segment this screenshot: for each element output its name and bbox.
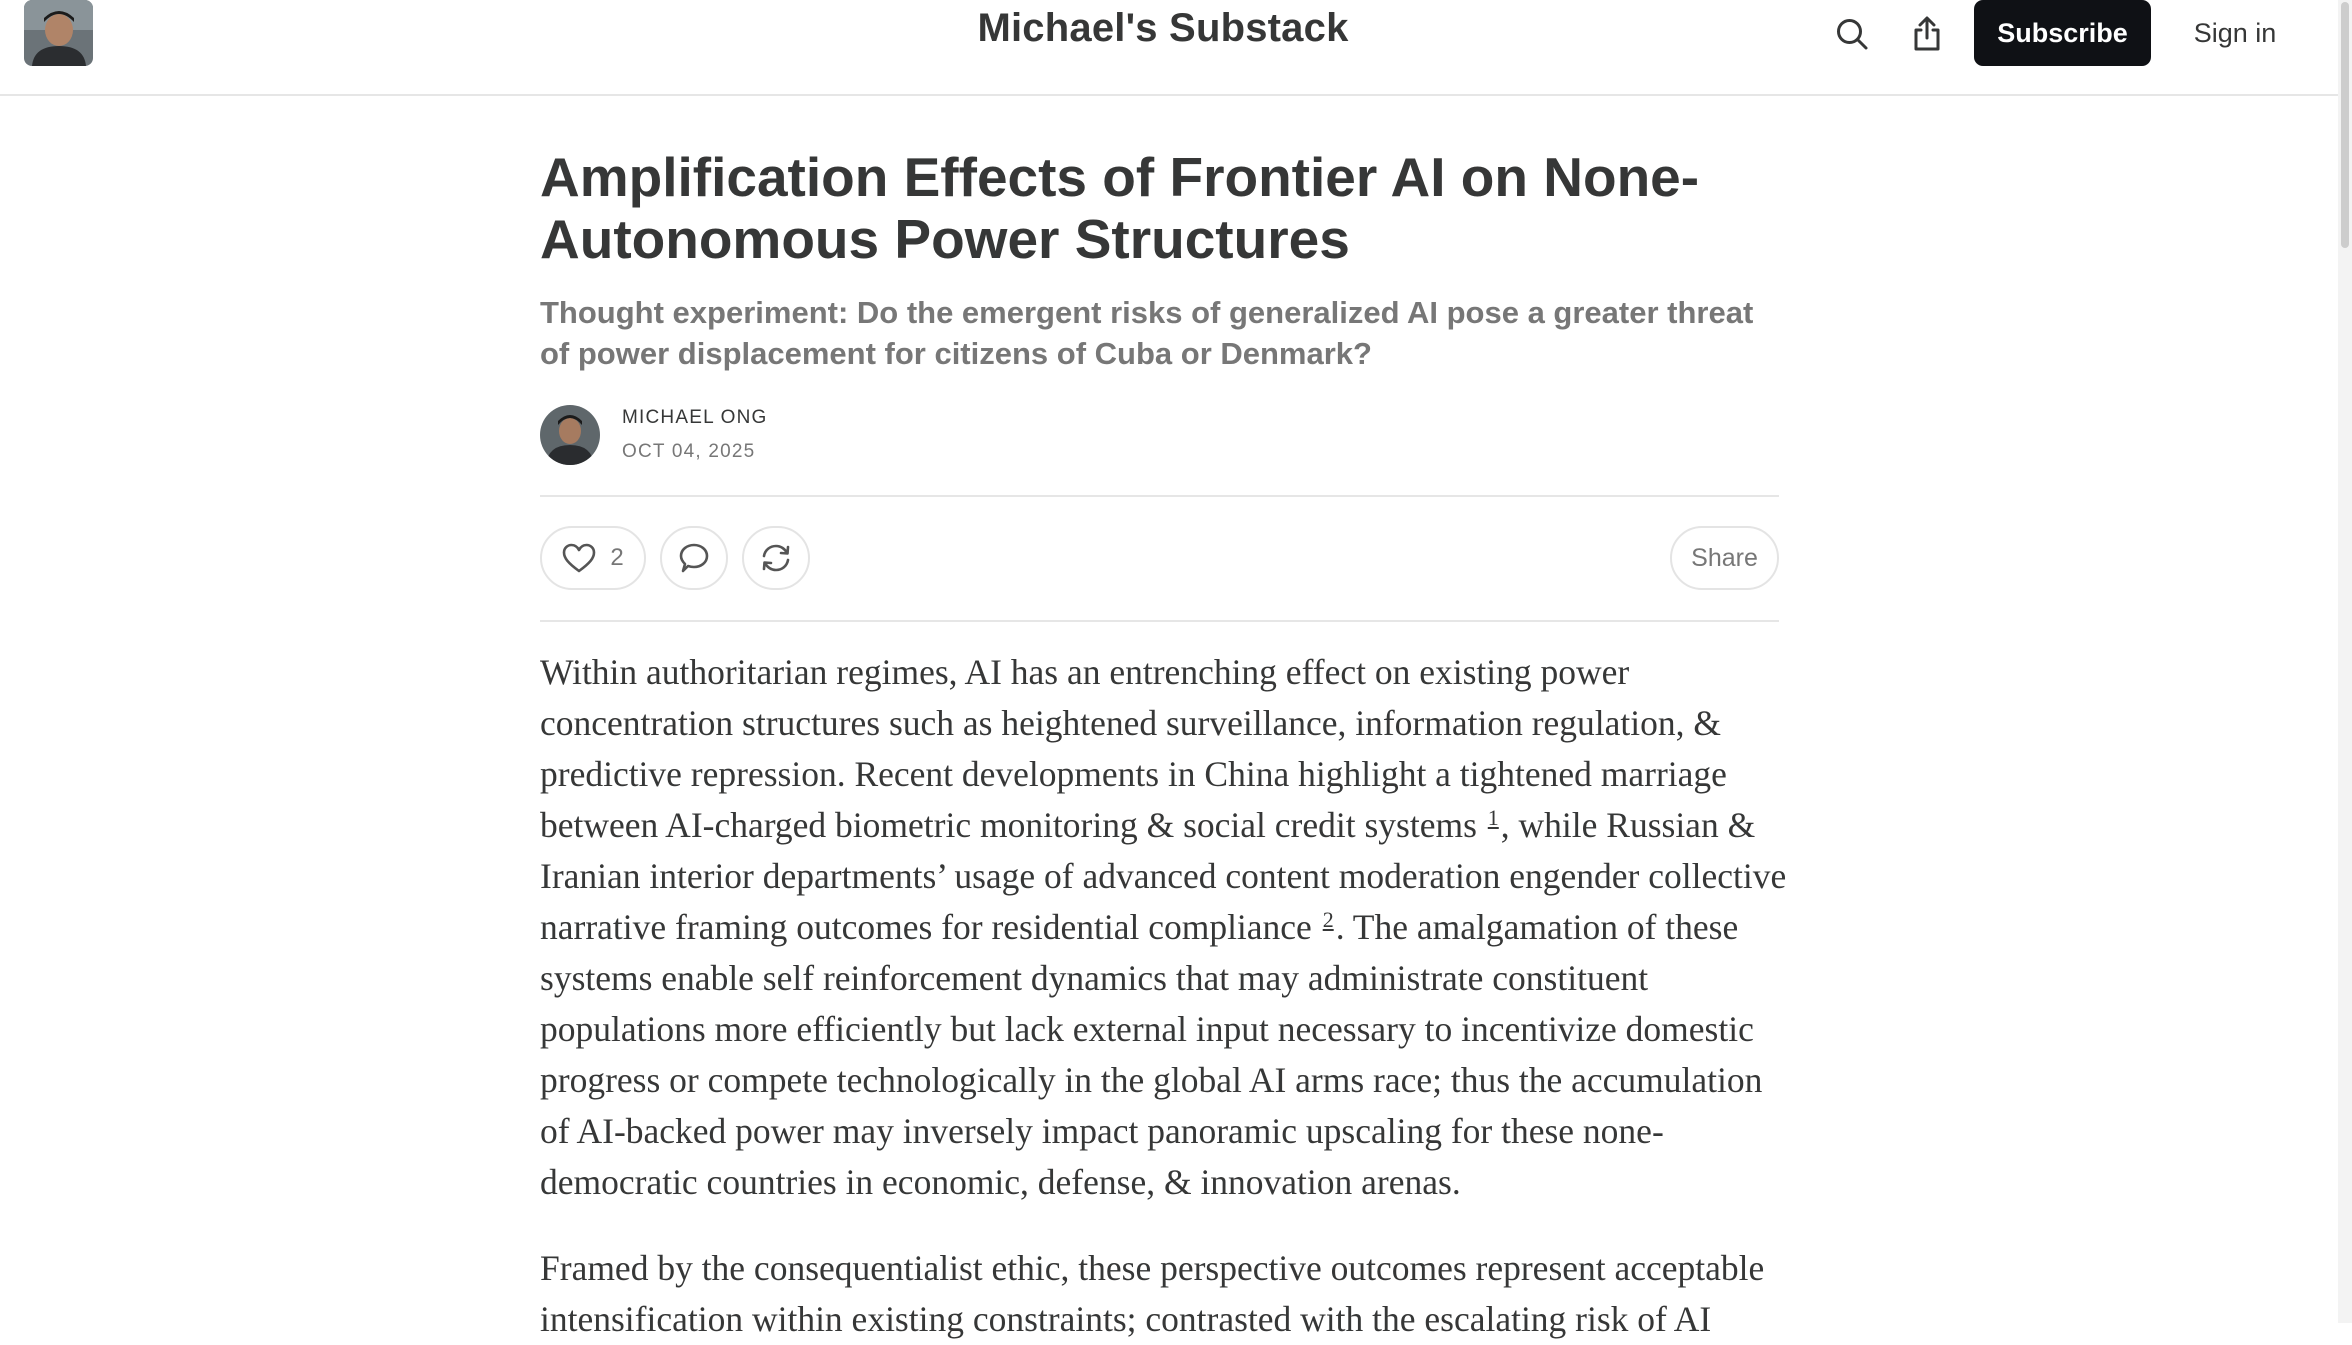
- author-name[interactable]: MICHAEL ONG: [622, 407, 768, 428]
- share-label: Share: [1691, 543, 1758, 572]
- restack-button[interactable]: [742, 526, 810, 590]
- post-date: OCT 04, 2025: [622, 441, 756, 462]
- share-upload-icon[interactable]: [1905, 12, 1949, 56]
- author-avatar[interactable]: [540, 405, 600, 465]
- top-navigation-bar: [0, 0, 2338, 96]
- body-paragraph: [540, 647, 1790, 1208]
- post-title: Amplification Effects of Frontier AI on None-Autonomous Power Structures: [540, 146, 1700, 270]
- footnote-anchor-1[interactable]: 1: [1487, 805, 1499, 830]
- like-count: 2: [610, 544, 624, 571]
- body-text-segment: . The amalgamation of these systems enable self reinforcement dynamics that may administrate constituent populations more efficiently but lack external input necessary to incentivize domestic progress or compete technologically in the global AI arms race; thus the accumulation of AI-backed power may inversely impact panoramic upscaling for these none-democratic countries in economic, defense, & innovation arenas.: [540, 907, 1763, 1202]
- divider: [540, 495, 1779, 497]
- body-text-segment: Within authoritarian regimes, AI has an entrenching effect on existing power concentration structures such as heightened surveillance, information regulation, & predictive repression. Recent developments in China highlight a tightened marriage between AI-charged biometric monitoring & social credit systems: [540, 652, 1727, 845]
- site-title[interactable]: Michael's Substack: [977, 6, 1349, 50]
- sign-in-link[interactable]: Sign in: [2193, 17, 2277, 48]
- footnote-anchor-2[interactable]: 2: [1322, 907, 1334, 932]
- scrollbar-thumb[interactable]: [2341, 2, 2349, 248]
- like-button[interactable]: [540, 526, 646, 590]
- comment-button[interactable]: [660, 526, 728, 590]
- comment-icon: [678, 542, 710, 574]
- post-subtitle: Thought experiment: Do the emergent risks of generalized AI pose a greater threat of power displacement for citizens of Cuba or Denmark?: [540, 295, 1754, 371]
- search-icon[interactable]: [1830, 12, 1874, 56]
- subscribe-button[interactable]: Subscribe: [1974, 0, 2151, 66]
- body-text-segment: , while Russian & Iranian interior departments’ usage of advanced content moderation engender collective narrative framing outcomes for residential compliance: [540, 805, 1787, 947]
- share-button[interactable]: [1670, 526, 1779, 590]
- divider: [540, 620, 1779, 622]
- restack-icon: [759, 542, 793, 574]
- body-paragraph: Framed by the consequentialist ethic, these perspective outcomes represent acceptable intensification within existing constraints; contrasted with the escalating risk of AI: [540, 1248, 1765, 1339]
- scrollbar[interactable]: [2338, 0, 2352, 1323]
- heart-icon: [562, 543, 596, 573]
